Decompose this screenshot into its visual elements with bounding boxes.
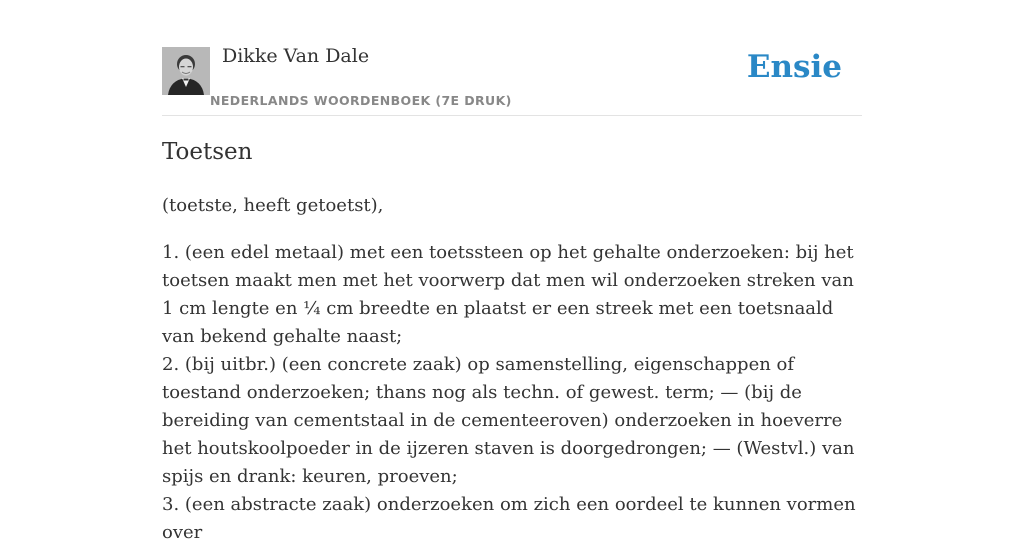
author-portrait-icon (162, 47, 210, 95)
page-header (162, 0, 862, 116)
definition-item: 1. (een edel metaal) met een toetssteen op het gehalte onderzoeken: bij het toetsen maakt men met het voorwerp dat men wil onderzoeken streken van 1 cm lengte en ¼ cm breedte en plaatst er een streek met een toetsnaald van bekend gehalte naast; (162, 242, 854, 347)
entry-forms: (toetste, heeft getoetst), (162, 195, 384, 216)
definitions-list (162, 239, 867, 547)
author-name[interactable]: Dikke Van Dale (222, 45, 370, 67)
definition-item: 3. (een abstracte zaak) onderzoeken om zich een oordeel te kunnen vormen over (162, 494, 856, 543)
definition-item: 2. (bij uitbr.) (een concrete zaak) op samenstelling, eigenschappen of toestand onderzoeken; thans nog als techn. of gewest. term; — (bij de bereiding van cementstaal in de cementeeroven) onderzoeken in hoeverre het houtskoolpoeder in de ijzeren staven is doorgedrongen; — (Westvl.) van spijs en drank: keuren, proeven; (162, 354, 855, 487)
entry-title: Toetsen (162, 139, 253, 165)
content-container (162, 0, 862, 543)
brand-logo[interactable]: Ensie (746, 49, 842, 85)
avatar[interactable] (162, 47, 210, 95)
source-label[interactable]: NEDERLANDS WOORDENBOEK (7E DRUK) (210, 93, 512, 108)
